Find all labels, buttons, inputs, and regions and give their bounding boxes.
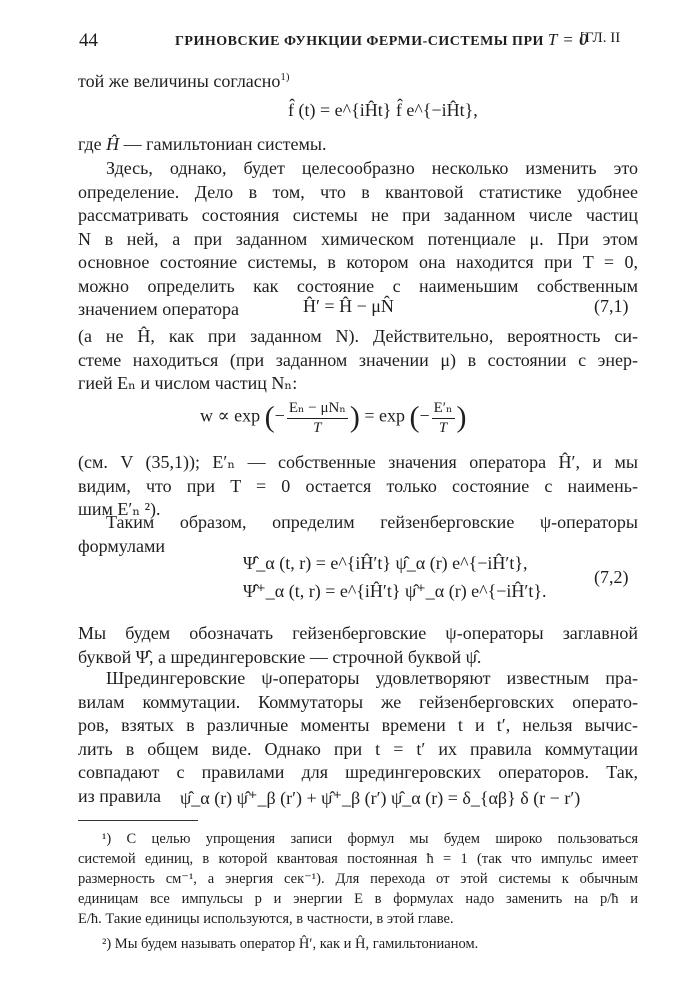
footnote-1 (78, 829, 638, 929)
paragraph-notation (78, 622, 638, 669)
footnote-line: системой единиц, в которой квантовая постоянная ħ = 1 (так что импульс имеет (78, 851, 638, 867)
equation-7-1: Ĥ′ = Ĥ − μN̂ (303, 296, 394, 316)
paragraph-intro (78, 70, 638, 94)
text-line: совпадают с правилами для шредингеровских операторов. Так, (78, 762, 638, 782)
equation-7-2a: Ψ̂_α (t, r) = e^{iĤ′t} ψ̂_α (r) e^{−iĤ′t}, (243, 553, 528, 573)
text-line: ров, взятых в различные моменты времени t и t′, нельзя вычис- (78, 715, 638, 735)
where-word: где (78, 134, 102, 154)
text-line: формулами (78, 535, 165, 556)
paragraph-commutation (78, 667, 638, 808)
footnote-2: ²) Мы будем называть оператор Ĥ′, как и Ĥ, гамильтонианом. (102, 936, 479, 952)
text-line: гией Eₙ и числом частиц Nₙ: (78, 373, 298, 393)
paragraph-heisenberg (78, 511, 638, 558)
chapter-label: [ГЛ. II (580, 30, 621, 46)
paragraph-probability (78, 325, 638, 396)
fraction-2 (432, 398, 455, 437)
page-number: 44 (79, 30, 98, 51)
footnote-divider (78, 820, 198, 821)
text-line: лить в общем виде. Однако при t = t′ их правила коммутации (78, 738, 638, 759)
text-line: N в ней, а при заданном химическом потенциале μ. При этом (78, 228, 638, 249)
text-line: рассматривать состояния системы не при заданном числе частиц (78, 205, 638, 225)
text-line: Шредингеровские ψ-операторы удовлетворяют известным пра- (106, 668, 638, 688)
equation-heisenberg-operator: f̂ (t) = e^{iĤt} f̂ e^{−iĤt}, (288, 100, 478, 120)
text-line: стеме находиться (при заданном значении μ) в состоянии с энер- (78, 349, 638, 370)
text-line: Таким образом, определим гейзенберговские ψ-операторы (106, 512, 638, 532)
eq-middle: = exp (364, 405, 405, 426)
equation-number-7-2: (7,2) (594, 567, 629, 587)
text-line: (см. V (35,1)); E′ₙ — собственные значения оператора Ĥ′, и мы (78, 452, 638, 472)
fraction-denominator: T (313, 420, 322, 436)
text-line: основное состояние системы, в котором она находится при T = 0, (78, 252, 638, 272)
equation-7-2b: Ψ̂⁺_α (t, r) = e^{iĤ′t} ψ̂⁺_α (r) e^{−iĤ′t}. (243, 581, 547, 601)
running-head-condition: T = 0 (547, 30, 589, 49)
text-line: буквой Ψ̂, а шредингеровские — строчной буквой ψ̂. (78, 646, 482, 667)
paragraph-where: где Ĥ — гамильтониан системы. (78, 134, 327, 154)
text-line: видим, что при T = 0 остается только состояние с наимень- (78, 475, 638, 496)
text-line: из правила (78, 785, 161, 806)
footnote-ref-1: 1) (280, 71, 290, 83)
text-line: Мы будем обозначать гейзенберговские ψ-операторы заглавной (78, 623, 638, 643)
text-line: определение. Дело в том, что в квантовой статистике удобнее (78, 181, 638, 202)
text-line: вилам коммутации. Коммутаторы же гейзенберговских операто- (78, 691, 638, 712)
footnote-line: размерность см⁻¹, а энергия сек⁻¹). Для перехода от этой системы к обычным (78, 871, 638, 887)
running-head-title: ГРИНОВСКИЕ ФУНКЦИИ ФЕРМИ-СИСТЕМЫ ПРИ (175, 34, 544, 49)
running-head (175, 30, 588, 50)
equation-commutator: ψ̂_α (r) ψ̂⁺_β (r′) + ψ̂⁺_β (r′) ψ̂_α (r) = δ_{αβ} δ (r − r′) (180, 788, 581, 808)
eq-lhs: w ∝ exp (200, 405, 261, 426)
where-definition: — гамильтониан системы. (123, 134, 327, 154)
equation-number-7-1: (7,1) (594, 296, 629, 316)
intro-line: той же величины согласно (78, 71, 281, 91)
footnote-line: E/ħ. Такие единицы используются, в частности, в этой главе. (78, 911, 454, 927)
text-line: шим E′ₙ ²). (78, 499, 161, 519)
fraction-denominator: T (438, 420, 448, 436)
text-line: (а не Ĥ, как при заданном N). Действительно, вероятность си- (78, 326, 638, 346)
footnote-line: ¹) С целью упрощения записи формул мы будем широко пользоваться (102, 831, 638, 847)
fraction-numerator: Eₙ − μNₙ (287, 398, 348, 419)
footnote-line: единицам все импульсы p и энергии E в формулах надо заменить на p/ħ и (78, 891, 638, 907)
text-line: можно определить как состояние с наименьшим собственным (78, 275, 638, 296)
text-line: Здесь, однако, будет целесообразно несколько изменить это (106, 158, 638, 178)
text-line: значением оператора (78, 299, 239, 319)
equation-probability: w ∝ exp (− $\frac{\text{Eₙ − μNₙ}}{T}$ ) = exp (− $\frac{\text{E′ₙ}}{T}$ ) (200, 400, 467, 436)
fraction-1 (287, 398, 348, 437)
fraction-numerator: E′ₙ (432, 398, 455, 419)
